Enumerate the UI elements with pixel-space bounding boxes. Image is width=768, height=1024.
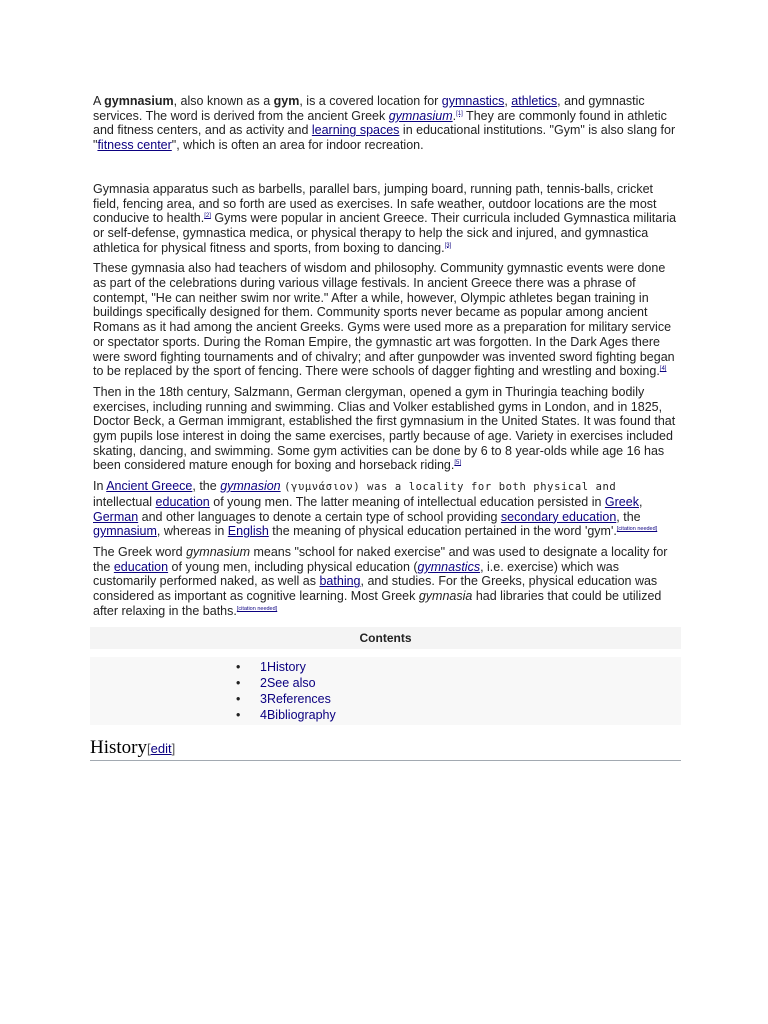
link-gymnasium[interactable]: gymnasium xyxy=(388,108,453,123)
term-gymnasium: gymnasium xyxy=(104,94,174,108)
greek-word-paragraph: The Greek word gymnasium means "school for naked exercise" and was used to designate a locality for the education of young men, including physical education (gymnastics, i.e. exercise) which was customarily performed naked, as well as bathing, and studies. For the Greeks, physical education was considered as important as cognitive learning. Most Greek gymnasia had libraries that could be utilized after relaxing in the baths.[citation needed] xyxy=(93,544,668,618)
link-education-2[interactable]: education xyxy=(113,559,169,574)
ref-1[interactable]: [1] xyxy=(456,110,463,117)
ref-3[interactable]: [3] xyxy=(444,242,452,249)
intro-paragraph: A gymnasium, also known as a gym, is a covered location for gymnastics, athletics, and gymnastic services. The word is derived from the ancient Greek gymnasium.[1] They are commonly found in athletic and fitness centers, and as activity and learning spaces in educational institutions. "Gym" is also slang for "fitness center", which is often an area for indoor recreation. xyxy=(93,94,676,153)
toc-item-bibliography[interactable] xyxy=(90,707,681,723)
apparatus-paragraph: Gymnasia apparatus such as barbells, parallel bars, jumping board, running path, tennis-balls, cricket field, fencing area, and so forth are used as exercises. In safe weather, outdoor locations are the most conducive to health.[2] Gyms were popular in ancient Greece. Their curricula included Gymnastica militaria or self-defense, gymnastica medica, or physical therapy to help the sick and injured, and gymnastica athletica for physical fitness and sports, from boxing to dancing.[3] xyxy=(93,181,677,255)
toc-number[interactable]: 1 xyxy=(260,659,267,674)
bullet-icon: • xyxy=(236,708,241,723)
link-gymnasion[interactable]: gymnasion xyxy=(220,479,281,494)
toc-label[interactable]: Bibliography xyxy=(266,708,336,723)
toc-label[interactable]: References xyxy=(266,691,331,706)
citation-needed[interactable]: [citation needed] xyxy=(616,526,658,533)
toc-list xyxy=(90,657,681,726)
link-education[interactable]: education xyxy=(155,494,210,509)
term-gymnasium-italic: gymnasium xyxy=(186,544,251,559)
link-secondary-education[interactable]: secondary education xyxy=(500,509,617,524)
bullet-icon: • xyxy=(236,675,241,690)
ancient-greece-paragraph: In Ancient Greece, the gymnasion (γυμνάσιον) was a locality for both physical and intellectual education of young men. The latter meaning of intellectual education persisted in Greek, German and other languages to denote a certain type of school providing secondary education, the gymnasium, whereas in English the meaning of physical education pertained in the word 'gym'.[citation needed] xyxy=(93,479,658,539)
link-greek[interactable]: Greek xyxy=(604,494,639,509)
ref-5[interactable]: [5] xyxy=(454,460,462,467)
toc-label[interactable]: See also xyxy=(266,675,316,690)
ref-4[interactable]: [4] xyxy=(659,366,667,373)
toc-label[interactable]: History xyxy=(266,659,306,674)
toc-item-history[interactable] xyxy=(90,659,681,675)
link-gymnastics-2[interactable]: gymnastics xyxy=(417,559,481,574)
link-athletics[interactable]: athletics xyxy=(511,94,558,108)
eighteenth-century-paragraph: Then in the 18th century, Salzmann, German clergyman, opened a gym in Thuringia teaching bodily exercises, including running and swimming. Clias and Volker established gyms in London, and in 1825, Doctor Beck, a German immigrant, established the first gymnasium in the United States. It was found that gym pupils lose interest in doing the same exercises, partly because of age. Variety in exercises included skating, dancing, and swimming. Some gym activities can be done by 6 to 8 year-olds while age 16 has been considered mature enough for boxing and horseback riding.[5] xyxy=(93,384,676,473)
toc-number[interactable]: 2 xyxy=(260,675,267,690)
toc-number[interactable]: 4 xyxy=(260,708,267,723)
edit-link[interactable]: edit xyxy=(150,741,172,757)
citation-needed-2[interactable]: [citation needed] xyxy=(236,605,278,612)
section-heading-history xyxy=(90,737,681,761)
link-learning-spaces[interactable]: learning spaces xyxy=(311,123,400,138)
link-gymnasium-school[interactable]: gymnasium xyxy=(93,524,157,539)
link-bathing[interactable]: bathing xyxy=(319,574,361,589)
toc-item-see-also[interactable] xyxy=(90,675,681,691)
link-gymnastics[interactable]: gymnastics xyxy=(441,94,505,108)
section-title: History xyxy=(90,737,147,759)
toc-item-references[interactable] xyxy=(90,691,681,707)
article-content xyxy=(90,94,678,761)
toc-title: Contents xyxy=(90,627,681,649)
ref-2[interactable]: [2] xyxy=(204,213,211,220)
term-gymnasia: gymnasia xyxy=(418,589,473,604)
link-english[interactable]: English xyxy=(227,524,269,539)
greek-term: (γυμνάσιον) was a locality for both physical and xyxy=(284,481,617,494)
link-ancient-greece[interactable]: Ancient Greece xyxy=(106,479,193,494)
bullet-icon: • xyxy=(236,659,241,674)
teachers-paragraph: These gymnasia also had teachers of wisdom and philosophy. Community gymnastic events were done as part of the celebrations during various village festivals. In ancient Greece there was a phrase of contempt, "He can neither swim nor write." After a while, however, Olympic athletes began training in buildings specifically designed for them. Community sports never became as popular among ancient Romans as it had among the ancient Greeks. Gyms were used more as a preparation for military service or spectator sports. During the Roman Empire, the gymnastic art was forgotten. In the Dark Ages there were sword fighting tournaments and of chivalry; and after gunpowder was invented sword fighting began to be replaced by the sport of fencing. There were schools of dagger fighting and wrestling and boxing.[4] xyxy=(93,261,675,379)
link-fitness-center[interactable]: fitness center xyxy=(97,138,172,153)
toc-number[interactable]: 3 xyxy=(260,691,267,706)
term-gym: gym xyxy=(273,94,300,108)
link-german[interactable]: German xyxy=(93,509,139,524)
edit-section: [edit] xyxy=(147,741,176,757)
bullet-icon: • xyxy=(236,691,241,706)
